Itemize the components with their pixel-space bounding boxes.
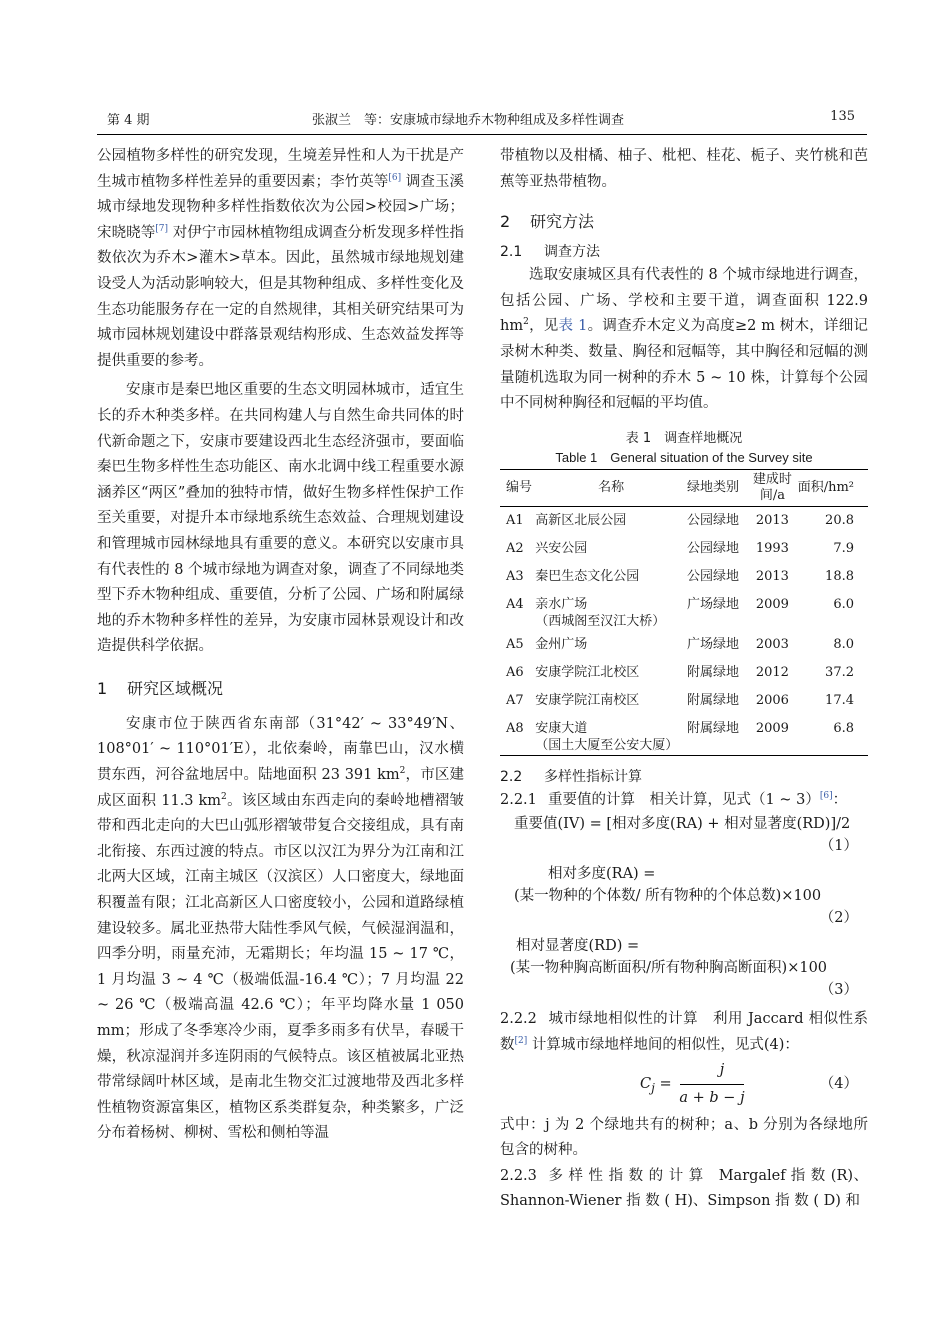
cell-area: 18.8 [825, 568, 854, 584]
col-header-id: 编号 [500, 469, 535, 506]
cell-name: 安康大道 （国土大厦至公安大厦） [535, 715, 687, 756]
cell-year: 2009 [755, 596, 789, 612]
cell-year: 2013 [755, 512, 789, 528]
formula-3: 相对显著度(RD) = (某一物种胸高断面积/所有物种胸高断面积)×100 （3） [510, 938, 858, 999]
cell-area: 8.0 [833, 636, 854, 652]
section-2-heading: 2 研究方法 [500, 212, 595, 232]
survey-site-table [500, 469, 868, 756]
table-row [500, 715, 868, 756]
col-header-name: 名称 [535, 469, 687, 506]
table-row [500, 687, 868, 715]
cell-name: 安康学院江北校区 [535, 664, 640, 680]
col-header-type: 绿地类别 [687, 469, 750, 506]
cell-type: 附属绿地 [687, 692, 740, 708]
cell-name: 兴安公园 [535, 540, 588, 556]
section-2-1-heading: 2.1 调查方法 [500, 244, 600, 261]
right-column [500, 144, 868, 1215]
cell-year: 2013 [755, 568, 789, 584]
formula-2: 相对多度(RA) = (某一物种的个体数/ 所有物种的个体总数)×100 （2） [514, 866, 858, 927]
cell-type: 公园绿地 [687, 512, 740, 528]
cell-type: 广场绿地 [687, 596, 740, 612]
table-row [500, 591, 868, 631]
cell-type: 公园绿地 [687, 568, 740, 584]
cell-area: 6.0 [833, 596, 854, 612]
cell-area: 37.2 [825, 664, 854, 680]
cell-area: 6.8 [795, 715, 868, 756]
cell-year: 1993 [755, 540, 789, 556]
page-number: 135 [830, 109, 855, 124]
col-header-year: 建成时间/a [750, 469, 795, 506]
section-2-2-2-heading: 2.2.2 城市绿地相似性的计算 利用 Jaccard 相似性系数[2] 计算城市绿地样地间的相似性，见式(4)： [500, 1011, 868, 1053]
table-caption-en: Table 1 General situation of the Survey site [555, 449, 813, 465]
table-row [500, 535, 868, 563]
col-header-area: 面积/hm² [795, 469, 868, 506]
left-column [97, 144, 464, 1147]
cell-area: 7.9 [833, 540, 854, 556]
running-title: 张淑兰 等：安康城市绿地乔木物种组成及多样性调查 [312, 113, 625, 128]
cell-id: A4 [506, 596, 524, 612]
cell-name: 亲水广场 （西城阁至汉江大桥） [535, 591, 687, 631]
table-1-link[interactable]: 表 1 [558, 318, 588, 335]
running-header [97, 109, 867, 131]
paragraph-4: 选取安康城区具有代表性的 8 个城市绿地进行调查，包括公园、广场、学校和主要干道，调查面积 122.9 $hm^2$，见表 1。调查乔木定义为高度≥2 m 树木，详细记录树木种类、数量、胸径和冠幅等，其中胸径和冠幅的测量随机选取为同一树种的乔木 5 ~ 10 株，计算每个公园中不同树种胸径和冠幅的平均值。 [500, 267, 868, 412]
formula-1: 重要值(IV) = [相对多度(RA) + 相对显著度(RD)]/2 （1） [514, 816, 858, 855]
cell-name-sub: （西城阁至汉江大桥） [535, 613, 666, 629]
table-caption-cn: 表 1 调查样地概况 [625, 430, 743, 446]
table-row [500, 631, 868, 659]
cell-year: 2006 [755, 692, 789, 708]
cell-year: 2012 [755, 664, 789, 680]
cell-name: 金州广场 [535, 636, 588, 652]
cell-name: 秦巴生态文化公园 [535, 568, 640, 584]
table-header-row [500, 469, 868, 506]
formula-4: $C_j$ = j a + b − j （4） [640, 1061, 858, 1106]
cell-area: 20.8 [825, 512, 854, 528]
cell-type: 广场绿地 [687, 636, 740, 652]
paragraph-5: 式中：j 为 2 个绿地共有的树种；a、b 分别为各绿地所包含的树种。 [500, 1116, 868, 1159]
cell-id: A8 [500, 715, 535, 756]
table-row [500, 659, 868, 687]
section-2-2-3-heading: 2.2.3 多 样 性 指 数 的 计 算 Margalef 指 数 (R)、Shannon-Wiener 指 数 ( H)、Simpson 指 数 ( D) 和 [500, 1167, 868, 1210]
paragraph-3: 安康市位于陕西省东南部（31°42′ ~ 33°49′N、108°01′ ~ 110°01′E），北依秦岭，南靠巴山，汉水横贯东西，河谷盆地居中。陆地面积 23 391 $km^2$，市区建成区面积 11.3 $km^2$。该区域由东西走向的秦岭地槽褶皱带和西北走向的大巴山弧形褶皱带复合交接组成，具有南北衔接、东西过渡的特点。市区以汉江为界分为江南和江北两大区域，江南主城区（汉滨区）人口密度大，绿地面积覆盖有限；江北高新区人口密度较小，公园和道路绿植建设较多。属北亚热带大陆性季风气候，气候湿润温和，四季分明，雨量充沛，无霜期长；年均温 15 ~ 17 ℃，1 月均温 3 ~ 4 ℃（极端低温-16.4 ℃）；7 月均温 22 ~ 26 ℃（极端高温 42.6 ℃）；年平均降水量 1 050 mm；形成了冬季寒冷少雨，夏季多雨多有伏旱，春暖干燥，秋凉湿润并多连阴雨的气候特点。该区植被属北亚热带常绿阔叶林区域，是南北生物交汇过渡地带及西北多样性植物资源富集区，植物区系类群复杂，种类繁多，广泛分布着杨树、柳树、雪松和侧柏等温 [97, 715, 464, 1142]
citation-6b[interactable]: [6] [819, 790, 833, 801]
cell-area: 17.4 [825, 692, 854, 708]
paragraph-continued: 带植物以及柑橘、柚子、枇杷、桂花、栀子、夹竹桃和芭蕉等亚热带植物。 [500, 148, 868, 190]
citation-7[interactable]: [7] [155, 223, 169, 234]
section-1-heading: 1 研究区域概况 [97, 678, 224, 698]
section-2-2-heading: 2.2 多样性指标计算 [500, 768, 642, 785]
cell-type: 附属绿地 [687, 664, 740, 680]
cell-year: 2009 [750, 715, 795, 756]
header-rule [97, 134, 867, 135]
paragraph-1: 公园植物多样性的研究发现，生境差异性和人为干扰是产生城市植物多样性差异的重要因素；李竹英等[6] 调查玉溪城市绿地发现物种多样性指数依次为公园>校园>广场；宋晓晓等[7] 对伊宁市园林植物组成调查分析发现多样性指数依次为乔木>灌木>草本。因此，虽然城市绿地规划建设受人为活动影响较大，但是其物种组成、多样性变化及生态功能服务存在一定的自然规律，其相关研究结果可为城市园林规划建设中群落景观结构形成、生态效益发挥等提供重要的参考。 [97, 148, 465, 369]
cell-id: A2 [506, 540, 524, 556]
cell-name-sub: （国土大厦至公安大厦） [535, 737, 679, 753]
table-row [500, 506, 868, 535]
citation-6[interactable]: [6] [388, 172, 402, 183]
section-2-2-1-heading: 2.2.1 重要值的计算 相关计算，见式（1 ~ 3）[6]： [500, 790, 848, 808]
cell-id: A7 [506, 692, 524, 708]
cell-id: A3 [506, 568, 524, 584]
cell-id: A5 [506, 636, 524, 652]
issue-number: 第 4 期 [107, 113, 150, 128]
cell-name: 安康学院江南校区 [535, 692, 640, 708]
cell-type: 附属绿地 [687, 715, 750, 756]
cell-type: 公园绿地 [687, 540, 740, 556]
cell-year: 2003 [755, 636, 789, 652]
citation-2[interactable]: [2] [514, 1036, 528, 1047]
paragraph-2: 安康市是秦巴地区重要的生态文明园林城市，适宜生长的乔木种类多样。在共同构建人与自然生命共同体的时代新命题之下，安康市要建设西北生态经济强市，要面临秦巴生物多样性生态功能区、南水北调中线工程重要水源涵养区“两区”叠加的独特市情，做好生物多样性保护工作至关重要，对提升本市绿地系统生态效益、合理规划建设和管理城市园林绿地具有重要的意义。本研究以安康市具有代表性的 8 个城市绿地为调查对象，调查了不同绿地类型下乔木物种组成、重要值，分析了公园、广场和附属绿地的乔木物种多样性的差异，为安康市园林景观设计和改造提供科学依据。 [97, 382, 464, 655]
cell-name: 高新区北辰公园 [535, 512, 627, 528]
table-row [500, 563, 868, 591]
cell-id: A6 [506, 664, 524, 680]
cell-id: A1 [506, 512, 524, 528]
